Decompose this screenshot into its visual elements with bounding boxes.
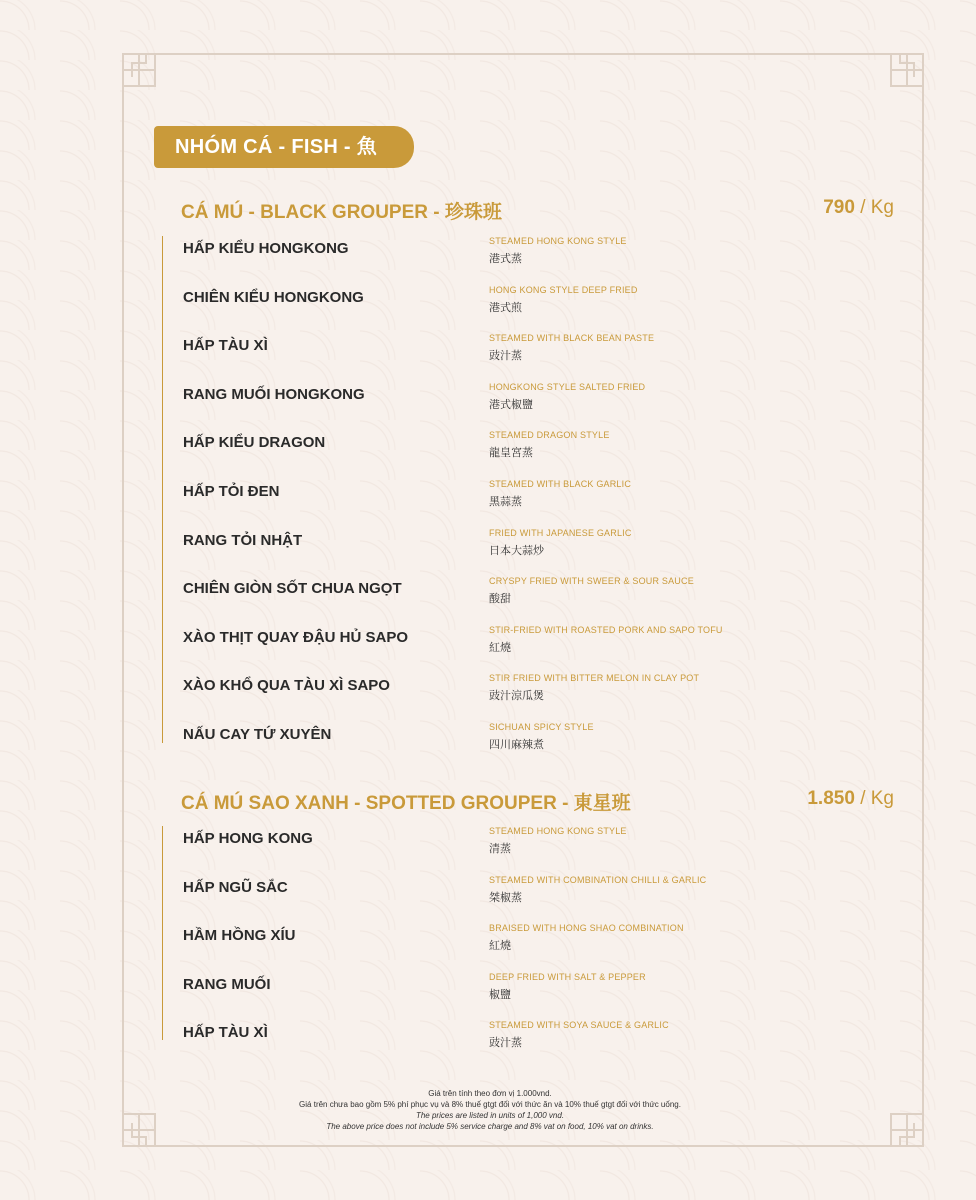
menu-item [183,673,783,713]
frame-left-edge [122,113,124,1087]
menu-item [183,875,783,915]
menu-item-vietnamese-name: HẤP HONG KONG [183,830,313,847]
price-value: 1.850 [807,788,855,809]
menu-item-english-name: STIR-FRIED WITH ROASTED PORK AND SAPO TOFU [489,624,723,635]
menu-item [183,972,783,1012]
menu-item [183,430,783,470]
menu-item-chinese-name: 黑蒜蒸 [489,496,522,508]
price-unit: / Kg [860,788,894,809]
price-value: 790 [823,197,855,218]
menu-item-vietnamese-name: XÀO THỊT QUAY ĐẬU HỦ SAPO [183,628,409,646]
menu-item-vietnamese-name: CHIÊN KIỂU HONGKONG [183,288,364,306]
frame-corner-ornament [878,53,924,123]
menu-item [183,479,783,519]
section-divider-line [162,826,163,1040]
menu-item [183,625,783,665]
menu-item-english-name: SICHUAN SPICY STYLE [489,722,594,732]
menu-item-vietnamese-name: RANG MUỐI HONGKONG [183,385,365,403]
section-price [823,197,894,219]
footer-notes [240,1088,740,1132]
section-divider-line [162,236,163,743]
menu-item-chinese-name: 清蒸 [489,843,511,855]
frame-right-edge [922,113,924,1087]
menu-item-english-name: STIR FRIED WITH BITTER MELON IN CLAY POT [489,673,700,684]
menu-item-english-name: STEAMED WITH BLACK GARLIC [489,479,632,489]
frame-bottom-edge [162,1145,884,1147]
menu-item-vietnamese-name: HẦM HỒNG XÍU [183,927,296,945]
menu-item-english-name: BRAISED WITH HONG SHAO COMBINATION [489,923,684,934]
menu-item-chinese-name: 港式煎 [489,301,522,314]
menu-item-chinese-name: 豉汁蒸 [489,350,522,363]
menu-item-vietnamese-name: HẤP NGŨ SẮC [183,878,288,896]
menu-item [183,333,783,373]
menu-item-english-name: HONGKONG STYLE SALTED FRIED [489,381,646,392]
menu-item-english-name: CRYSPY FRIED WITH SWEER & SOUR SAUCE [489,576,694,587]
menu-item-chinese-name: 桀椒蒸 [489,891,522,904]
menu-item-chinese-name: 港式蒸 [489,253,522,265]
menu-item-chinese-name: 龍皇宮蒸 [489,447,533,460]
menu-item [183,923,783,963]
menu-item-english-name: STEAMED WITH COMBINATION CHILLI & GARLIC [489,874,707,885]
menu-item [183,236,783,276]
menu-item-chinese-name: 紅燒 [489,940,511,953]
menu-item-vietnamese-name: HẤP TÀU XÌ [183,337,268,355]
menu-item-vietnamese-name: HẤP TỎI ĐEN [183,483,280,500]
frame-corner-ornament [878,1077,924,1147]
menu-item-english-name: STEAMED DRAGON STYLE [489,430,610,441]
menu-item-vietnamese-name: RANG MUỐI [183,975,271,993]
section-title: CÁ MÚ SAO XANH - SPOTTED GROUPER - 東星班 [181,793,631,814]
price-unit: / Kg [860,197,894,218]
menu-item-english-name: DEEP FRIED WITH SALT & PEPPER [489,971,646,982]
section-price [807,788,894,810]
menu-item [183,722,783,762]
menu-item-english-name: STEAMED HONG KONG STYLE [489,236,627,246]
menu-item-chinese-name: 四川麻辣煮 [489,739,544,751]
menu-item-vietnamese-name: HẤP KIỂU DRAGON [183,434,326,452]
menu-item-chinese-name: 豉汁涼瓜煲 [489,690,544,703]
menu-item [183,528,783,568]
menu-item-english-name: STEAMED HONG KONG STYLE [489,826,627,836]
menu-item-vietnamese-name: RANG TỎI NHẬT [183,531,303,549]
footer-line: The prices are listed in units of 1,000 vnd. [415,1111,565,1120]
menu-item-chinese-name: 豉汁蒸 [489,1037,522,1050]
menu-item-english-name: STEAMED WITH BLACK BEAN PASTE [489,333,655,344]
menu-item [183,826,783,866]
menu-item-vietnamese-name: HẤP TÀU XÌ [183,1024,268,1042]
menu-item-vietnamese-name: CHIÊN GIÒN SỐT CHUA NGỌT [183,580,402,598]
frame-corner-ornament [122,1077,168,1147]
frame-top-edge [162,53,884,55]
frame-corner-ornament [122,53,168,123]
menu-item [183,285,783,325]
menu-item-english-name: FRIED WITH JAPANESE GARLIC [489,527,632,538]
menu-item-chinese-name: 港式椒鹽 [489,398,533,411]
footer-line: The above price does not include 5% service charge and 8% vat on food, 10% vat on drinks. [326,1122,654,1131]
menu-item-chinese-name: 椒鹽 [489,988,511,1001]
menu-item-english-name: HONG KONG STYLE DEEP FRIED [489,284,638,295]
category-badge: NHÓM CÁ - FISH - 魚 [154,126,414,168]
footer-line: Giá trên chưa bao gồm 5% phí phục vụ và 8% thuế gtgt đối với thức ăn và 10% thuế gtgt đối với thức uống. [299,1100,681,1109]
menu-item-chinese-name: 紅燒 [489,641,511,654]
menu-item-vietnamese-name: XÀO KHỔ QUA TÀU XÌ SAPO [183,677,390,695]
menu-item-chinese-name: 酸甜 [489,593,511,606]
menu-item [183,1020,783,1060]
section-title: CÁ MÚ - BLACK GROUPER - 珍珠班 [181,202,502,223]
menu-item-vietnamese-name: NẤU CAY TỨ XUYÊN [183,726,332,743]
menu-item-vietnamese-name: HẤP KIỂU HONGKONG [183,240,349,257]
footer-line: Giá trên tính theo đơn vị 1.000vnd. [428,1089,552,1098]
menu-item [183,382,783,422]
menu-item-english-name: STEAMED WITH SOYA SAUCE & GARLIC [489,1020,669,1031]
menu-item-chinese-name: 日本大蒜炒 [489,544,544,557]
menu-item [183,576,783,616]
